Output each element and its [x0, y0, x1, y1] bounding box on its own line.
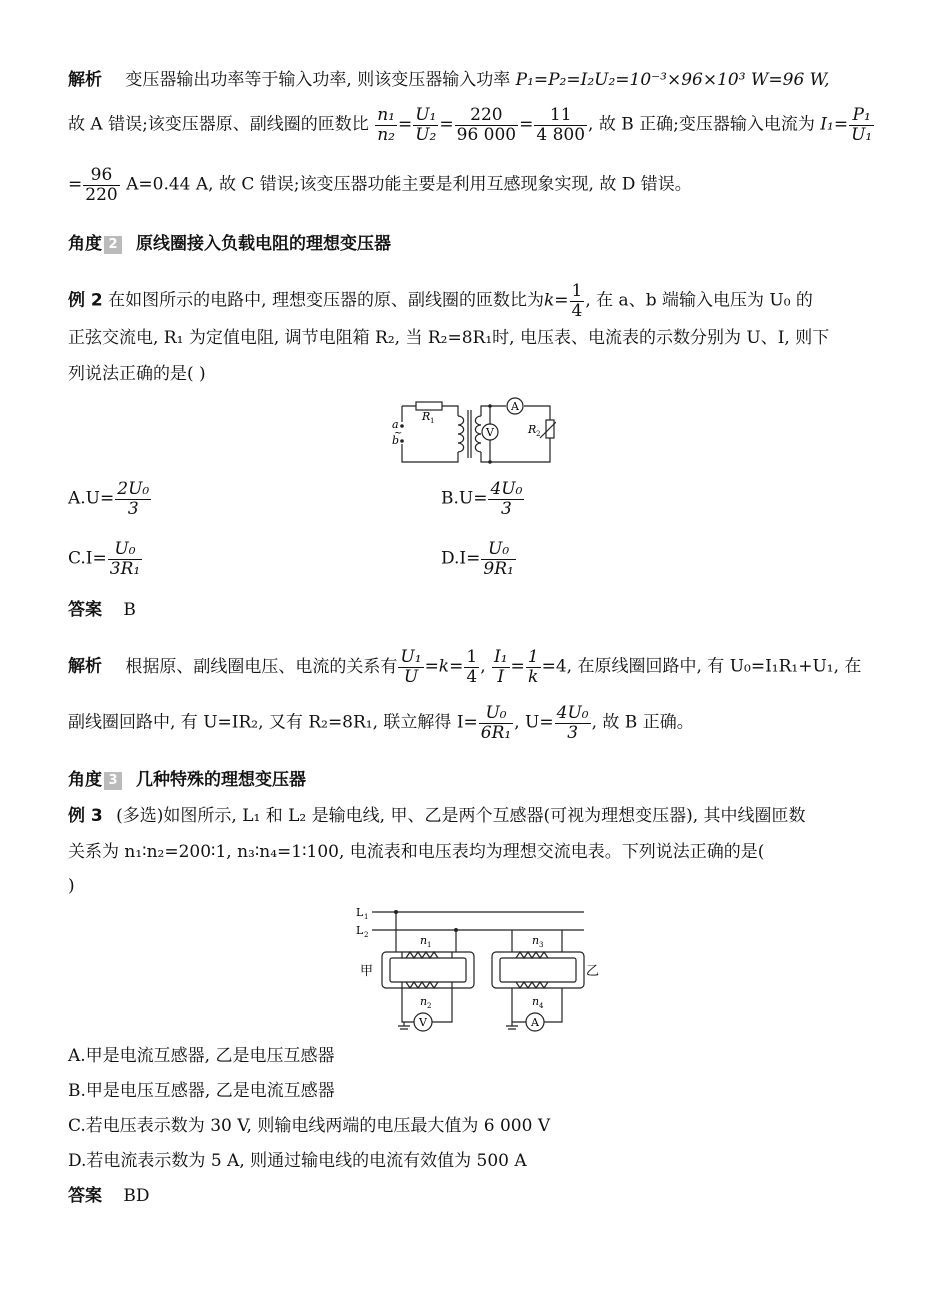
answer-label: 答案	[68, 1186, 102, 1206]
fraction: $\frac{11}{4 800}$	[536, 105, 586, 145]
answer-value: B	[123, 600, 136, 620]
ex2-analysis-line-1: 解析 根据原、副线圈电压、电流的关系有 $\frac{\text{U₁}}{U}$ =k= $\frac{1}{4}$ , $\frac{\text{I₁}}{I}$ = $\frac{1}{k}$ =4, 在原线圈回路中, 有 U₀=I₁R₁+U₁, 在	[68, 647, 862, 687]
angle-number-badge: 2	[104, 236, 122, 254]
analysis-text: 变压器输出功率等于输入功率, 则该变压器输入功率	[125, 70, 511, 90]
ex2-text-1a: 在如图所示的电路中, 理想变压器的原、副线圈的匝数比为	[108, 290, 544, 311]
svg-text:R: R	[422, 410, 431, 423]
ex2-text-1b: , 在 a、b 端输入电压为 U₀ 的	[585, 290, 813, 311]
fraction: $\frac{\text{2U₀}}{3}$	[117, 479, 150, 519]
svg-text:V: V	[486, 426, 494, 439]
svg-text:2: 2	[536, 430, 541, 438]
fraction: $\frac{\text{U₀}}{\text{9R₁}}$	[483, 539, 514, 579]
svg-text:乙: 乙	[586, 964, 600, 979]
circuit-diagram-2	[352, 902, 602, 1032]
ex3-option-a[interactable]: A.甲是电流互感器, 乙是电压互感器	[68, 1046, 335, 1066]
svg-text:4: 4	[539, 1002, 544, 1010]
svg-text:A: A	[511, 400, 519, 413]
answer-label: 答案	[68, 600, 102, 620]
svg-text:2: 2	[427, 1002, 432, 1010]
fraction: $\frac{96}{220}$	[85, 165, 118, 205]
svg-text:R: R	[528, 423, 537, 436]
svg-text:n: n	[420, 934, 428, 947]
example-label: 例 2	[68, 290, 103, 311]
ex3-option-d[interactable]: D.若电流表示数为 5 A, 则通过输电线的电流有效值为 500 A	[68, 1151, 527, 1171]
ex3-option-c[interactable]: C.若电压表示数为 30 V, 则输电线两端的电压最大值为 6 000 V	[68, 1116, 551, 1136]
circuit-diagram-1	[386, 394, 556, 466]
secondary-coil	[475, 416, 481, 452]
fraction: $\frac{\text{U₀}}{\text{3R₁}}$	[109, 539, 141, 579]
angle-number-badge: 3	[104, 772, 122, 790]
svg-text:b: b	[392, 434, 400, 447]
svg-text:A: A	[531, 1016, 539, 1029]
angle3-heading: 角度 3 几种特殊的理想变压器	[68, 770, 306, 790]
fraction: $\frac{1}{4}$	[571, 281, 583, 321]
svg-text:~: ~	[394, 428, 403, 439]
resistor-r1	[416, 402, 442, 410]
fraction: $\frac{220}{96 000}$	[456, 105, 517, 145]
ex2-line-2: 正弦交流电, R₁ 为定值电阻, 调节电阻箱 R₂, 当 R₂=8R₁时, 电压表、电流表的示数分别为 U、I, 则下	[68, 328, 830, 348]
svg-text:1: 1	[430, 417, 435, 425]
fraction: $\frac{\text{U₁}}{\text{U₂}}$	[415, 105, 437, 145]
ex2-analysis-line-2: 副线圈回路中, 有 U=IR₂, 又有 R₂=8R₁, 联立解得 I= $\frac{\text{U₀}}{\text{6R₁}}$ , U= $\frac{\text{4U₀}}{3}$ , 故 B 正确。	[68, 703, 694, 743]
ex2-option-d[interactable]: D.I= $\frac{\text{U₀}}{\text{9R₁}}$	[441, 539, 514, 579]
analysis-label: 解析	[68, 656, 102, 677]
fraction: $\frac{\text{I₁}}{I}$	[494, 647, 508, 687]
ex2-answer	[68, 602, 136, 619]
svg-text:1: 1	[427, 941, 432, 949]
ex3-answer	[68, 1188, 150, 1205]
svg-text:L: L	[356, 924, 364, 937]
fraction: $\frac{1}{k}$	[527, 647, 539, 687]
svg-text:2: 2	[364, 931, 369, 939]
analysis-text-2a: 故 A 错误;该变压器原、副线圈的匝数比	[68, 114, 369, 135]
svg-text:n: n	[532, 995, 540, 1008]
fraction: $\frac{\text{4U₀}}{3}$	[490, 479, 523, 519]
svg-text:n: n	[420, 995, 428, 1008]
fraction: $\frac{\text{P₁}}{\text{U₁}}$	[851, 105, 873, 145]
svg-text:甲: 甲	[360, 964, 374, 979]
power-formula: P₁=P₂=I₂U₂=10⁻³×96×10³ W=96 W,	[515, 70, 830, 90]
ex3-line-2: 关系为 n₁∶n₂=200∶1, n₃∶n₄=1∶100, 电流表和电压表均为理想交流电表。下列说法正确的是(	[68, 842, 765, 862]
ex3-line-3: )	[68, 876, 75, 896]
svg-text:V: V	[419, 1016, 427, 1029]
angle2-heading: 角度 2 原线圈接入负载电阻的理想变压器	[68, 234, 391, 254]
example-label: 例 3	[68, 806, 103, 826]
analysis-text-3: A=0.44 A, 故 C 错误;该变压器功能主要是利用互感现象实现, 故 D 错误。	[120, 174, 692, 195]
fraction: $\frac{\text{4U₀}}{3}$	[556, 703, 589, 743]
fraction: $\frac{\text{U₁}}{U}$	[400, 647, 422, 687]
svg-text:1: 1	[364, 913, 369, 921]
answer-value: BD	[123, 1186, 150, 1206]
svg-text:3: 3	[539, 941, 544, 949]
ex2-line-3: 列说法正确的是( )	[68, 364, 206, 384]
ex3-line-1: 例 3 (多选)如图所示, L₁ 和 L₂ 是输电线, 甲、乙是两个互感器(可视为理想变压器), 其中线圈匝数	[68, 806, 806, 826]
ex3-option-b[interactable]: B.甲是电压互感器, 乙是电流互感器	[68, 1081, 335, 1101]
svg-text:a: a	[392, 418, 399, 431]
ex2-option-b[interactable]: B.U= $\frac{\text{4U₀}}{3}$	[441, 479, 523, 519]
analysis-line-1	[68, 72, 830, 89]
fraction: $\frac{1}{4}$	[466, 647, 478, 687]
ex2-option-c[interactable]: C.I= $\frac{\text{U₀}}{\text{3R₁}}$	[68, 539, 141, 579]
resistor-r2	[546, 420, 554, 438]
svg-text:L: L	[356, 906, 364, 919]
ex2-option-a[interactable]: A.U= $\frac{\text{2U₀}}{3}$	[68, 479, 150, 519]
analysis-line-3: = $\frac{96}{220}$ A=0.44 A, 故 C 错误;该变压器功能主要是利用互感现象实现, 故 D 错误。	[68, 165, 692, 205]
current-symbol: I₁=	[820, 114, 849, 135]
analysis-line-2: 故 A 错误;该变压器原、副线圈的匝数比 $\frac{\text{n₁}}{\text{n₂}}$ = $\frac{\text{U₁}}{\text{U₂}}$ = $\frac{220}{96 000}$ = $\frac{11}{4 800}$ , 故 B 正确;变压器输入电流为 I₁= $\frac{\text{P₁}}{\text{U₁}}$	[68, 105, 873, 145]
analysis-text-2b: , 故 B 正确;变压器输入电流为	[588, 114, 815, 135]
primary-coil	[458, 416, 464, 452]
fraction: $\frac{\text{n₁}}{\text{n₂}}$	[377, 105, 395, 145]
analysis-label: 解析	[68, 70, 102, 90]
ex2-line-1: 例 2 在如图所示的电路中, 理想变压器的原、副线圈的匝数比为k= $\frac{1}{4}$ , 在 a、b 端输入电压为 U₀ 的	[68, 281, 813, 321]
svg-text:n: n	[532, 934, 540, 947]
fraction: $\frac{\text{U₀}}{\text{6R₁}}$	[480, 703, 512, 743]
